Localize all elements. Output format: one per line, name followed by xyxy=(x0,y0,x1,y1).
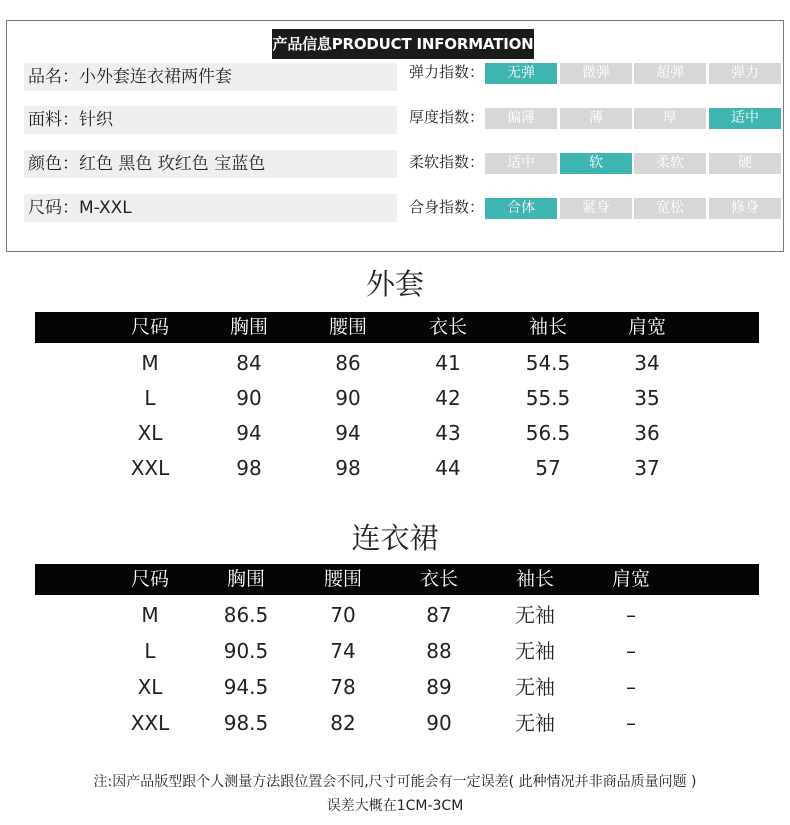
table-cell: 56.5 xyxy=(525,421,571,445)
table-cell: 37 xyxy=(634,456,660,480)
column-header: 肩宽 xyxy=(611,568,650,590)
table-cell: M xyxy=(141,351,159,375)
column-header: 袖长 xyxy=(515,568,554,590)
info-row-value: M-XXL xyxy=(79,198,132,218)
table-cell: XXL xyxy=(130,456,170,480)
fit-option: 合体 xyxy=(485,198,557,219)
softness-index-label: 柔软指数： xyxy=(409,153,485,171)
softness-option: 硬 xyxy=(709,153,781,174)
table-cell: 87 xyxy=(426,603,452,627)
table-cell: 94.5 xyxy=(223,675,269,699)
info-row-label: 面料： xyxy=(28,110,79,130)
table-cell: 78 xyxy=(330,675,356,699)
thickness-option: 偏薄 xyxy=(485,108,557,129)
table-cell: 57 xyxy=(535,456,561,480)
table-cell: 82 xyxy=(330,711,356,735)
table-cell: 90 xyxy=(335,386,361,410)
product-info-panel xyxy=(6,20,784,252)
table-cell: 无袖 xyxy=(515,639,555,663)
thickness-option: 适中 xyxy=(709,108,781,129)
table-cell: – xyxy=(626,711,636,735)
table-cell: XL xyxy=(137,675,163,699)
elasticity-option: 微弹 xyxy=(560,63,632,84)
info-row-fabric xyxy=(24,106,397,134)
softness-option: 软 xyxy=(560,153,632,174)
table-cell: – xyxy=(626,639,636,663)
product-info-title: 产品信息PRODUCT INFORMATION xyxy=(272,29,534,59)
elasticity-option: 弹力 xyxy=(709,63,781,84)
info-row-name xyxy=(24,63,397,91)
info-row-size xyxy=(24,194,397,222)
thickness-option: 厚 xyxy=(634,108,706,129)
column-header: 胸围 xyxy=(226,568,265,590)
column-header: 腰围 xyxy=(323,568,362,590)
info-row-value: 针织 xyxy=(79,110,113,130)
table-cell: 无袖 xyxy=(515,603,555,627)
thickness-option: 薄 xyxy=(560,108,632,129)
table-cell: XXL xyxy=(130,711,170,735)
table-cell: 94 xyxy=(236,421,262,445)
table-cell: 84 xyxy=(236,351,262,375)
column-header: 肩宽 xyxy=(627,316,666,338)
info-row-value: 小外套连衣裙两件套 xyxy=(79,67,232,87)
table-cell: L xyxy=(144,639,156,663)
info-row-color xyxy=(24,150,397,178)
column-header: 袖长 xyxy=(528,316,567,338)
table-cell: 44 xyxy=(435,456,461,480)
fit-option: 宽松 xyxy=(634,198,706,219)
table-cell: 74 xyxy=(330,639,356,663)
table-cell: 42 xyxy=(435,386,461,410)
table-cell: 90.5 xyxy=(223,639,269,663)
table-cell: L xyxy=(144,386,156,410)
column-header: 衣长 xyxy=(428,316,467,338)
jacket-size-table-title: 外套 xyxy=(365,267,424,301)
column-header: 胸围 xyxy=(229,316,268,338)
info-row-label: 颜色： xyxy=(28,154,79,174)
elasticity-option: 无弹 xyxy=(485,63,557,84)
table-cell: – xyxy=(626,675,636,699)
jacket-table-header xyxy=(35,312,759,343)
table-cell: 98 xyxy=(236,456,262,480)
info-row-label: 尺码： xyxy=(28,198,79,218)
softness-option: 适中 xyxy=(485,153,557,174)
measurement-error-note: 误差大概在1CM-3CM xyxy=(326,798,464,814)
table-cell: 35 xyxy=(634,386,660,410)
table-cell: 54.5 xyxy=(525,351,571,375)
table-cell: XL xyxy=(137,421,163,445)
table-cell: 无袖 xyxy=(515,675,555,699)
table-cell: 86 xyxy=(335,351,361,375)
table-cell: 90 xyxy=(426,711,452,735)
table-cell: 89 xyxy=(426,675,452,699)
table-cell: 94 xyxy=(335,421,361,445)
table-cell: 43 xyxy=(435,421,461,445)
column-header: 尺码 xyxy=(130,316,169,338)
column-header: 衣长 xyxy=(419,568,458,590)
table-cell: 55.5 xyxy=(525,386,571,410)
table-cell: 无袖 xyxy=(515,711,555,735)
table-cell: – xyxy=(626,603,636,627)
table-cell: M xyxy=(141,603,159,627)
elasticity-index-label: 弹力指数： xyxy=(409,63,485,81)
table-cell: 90 xyxy=(236,386,262,410)
elasticity-option: 超弹 xyxy=(634,63,706,84)
info-row-label: 品名： xyxy=(28,67,79,87)
thickness-index-label: 厚度指数： xyxy=(409,108,485,126)
softness-option: 柔软 xyxy=(634,153,706,174)
fit-option: 修身 xyxy=(709,198,781,219)
column-header: 尺码 xyxy=(130,568,169,590)
table-cell: 98 xyxy=(335,456,361,480)
table-cell: 70 xyxy=(330,603,356,627)
measurement-note: 注:因产品版型跟个人测量方法跟位置会不同,尺寸可能会有一定误差( 此种情况并非商品质量问题 ) xyxy=(93,774,697,790)
table-cell: 34 xyxy=(634,351,660,375)
table-cell: 41 xyxy=(435,351,461,375)
table-cell: 88 xyxy=(426,639,452,663)
fit-index-label: 合身指数： xyxy=(409,198,485,216)
table-cell: 98.5 xyxy=(223,711,269,735)
fit-option: 紧身 xyxy=(560,198,632,219)
column-header: 腰围 xyxy=(328,316,367,338)
table-cell: 36 xyxy=(634,421,660,445)
dress-table-header xyxy=(35,564,759,595)
dress-size-table-title: 连衣裙 xyxy=(351,521,439,555)
info-row-value: 红色 黑色 玫红色 宝蓝色 xyxy=(79,154,266,174)
table-cell: 86.5 xyxy=(223,603,269,627)
